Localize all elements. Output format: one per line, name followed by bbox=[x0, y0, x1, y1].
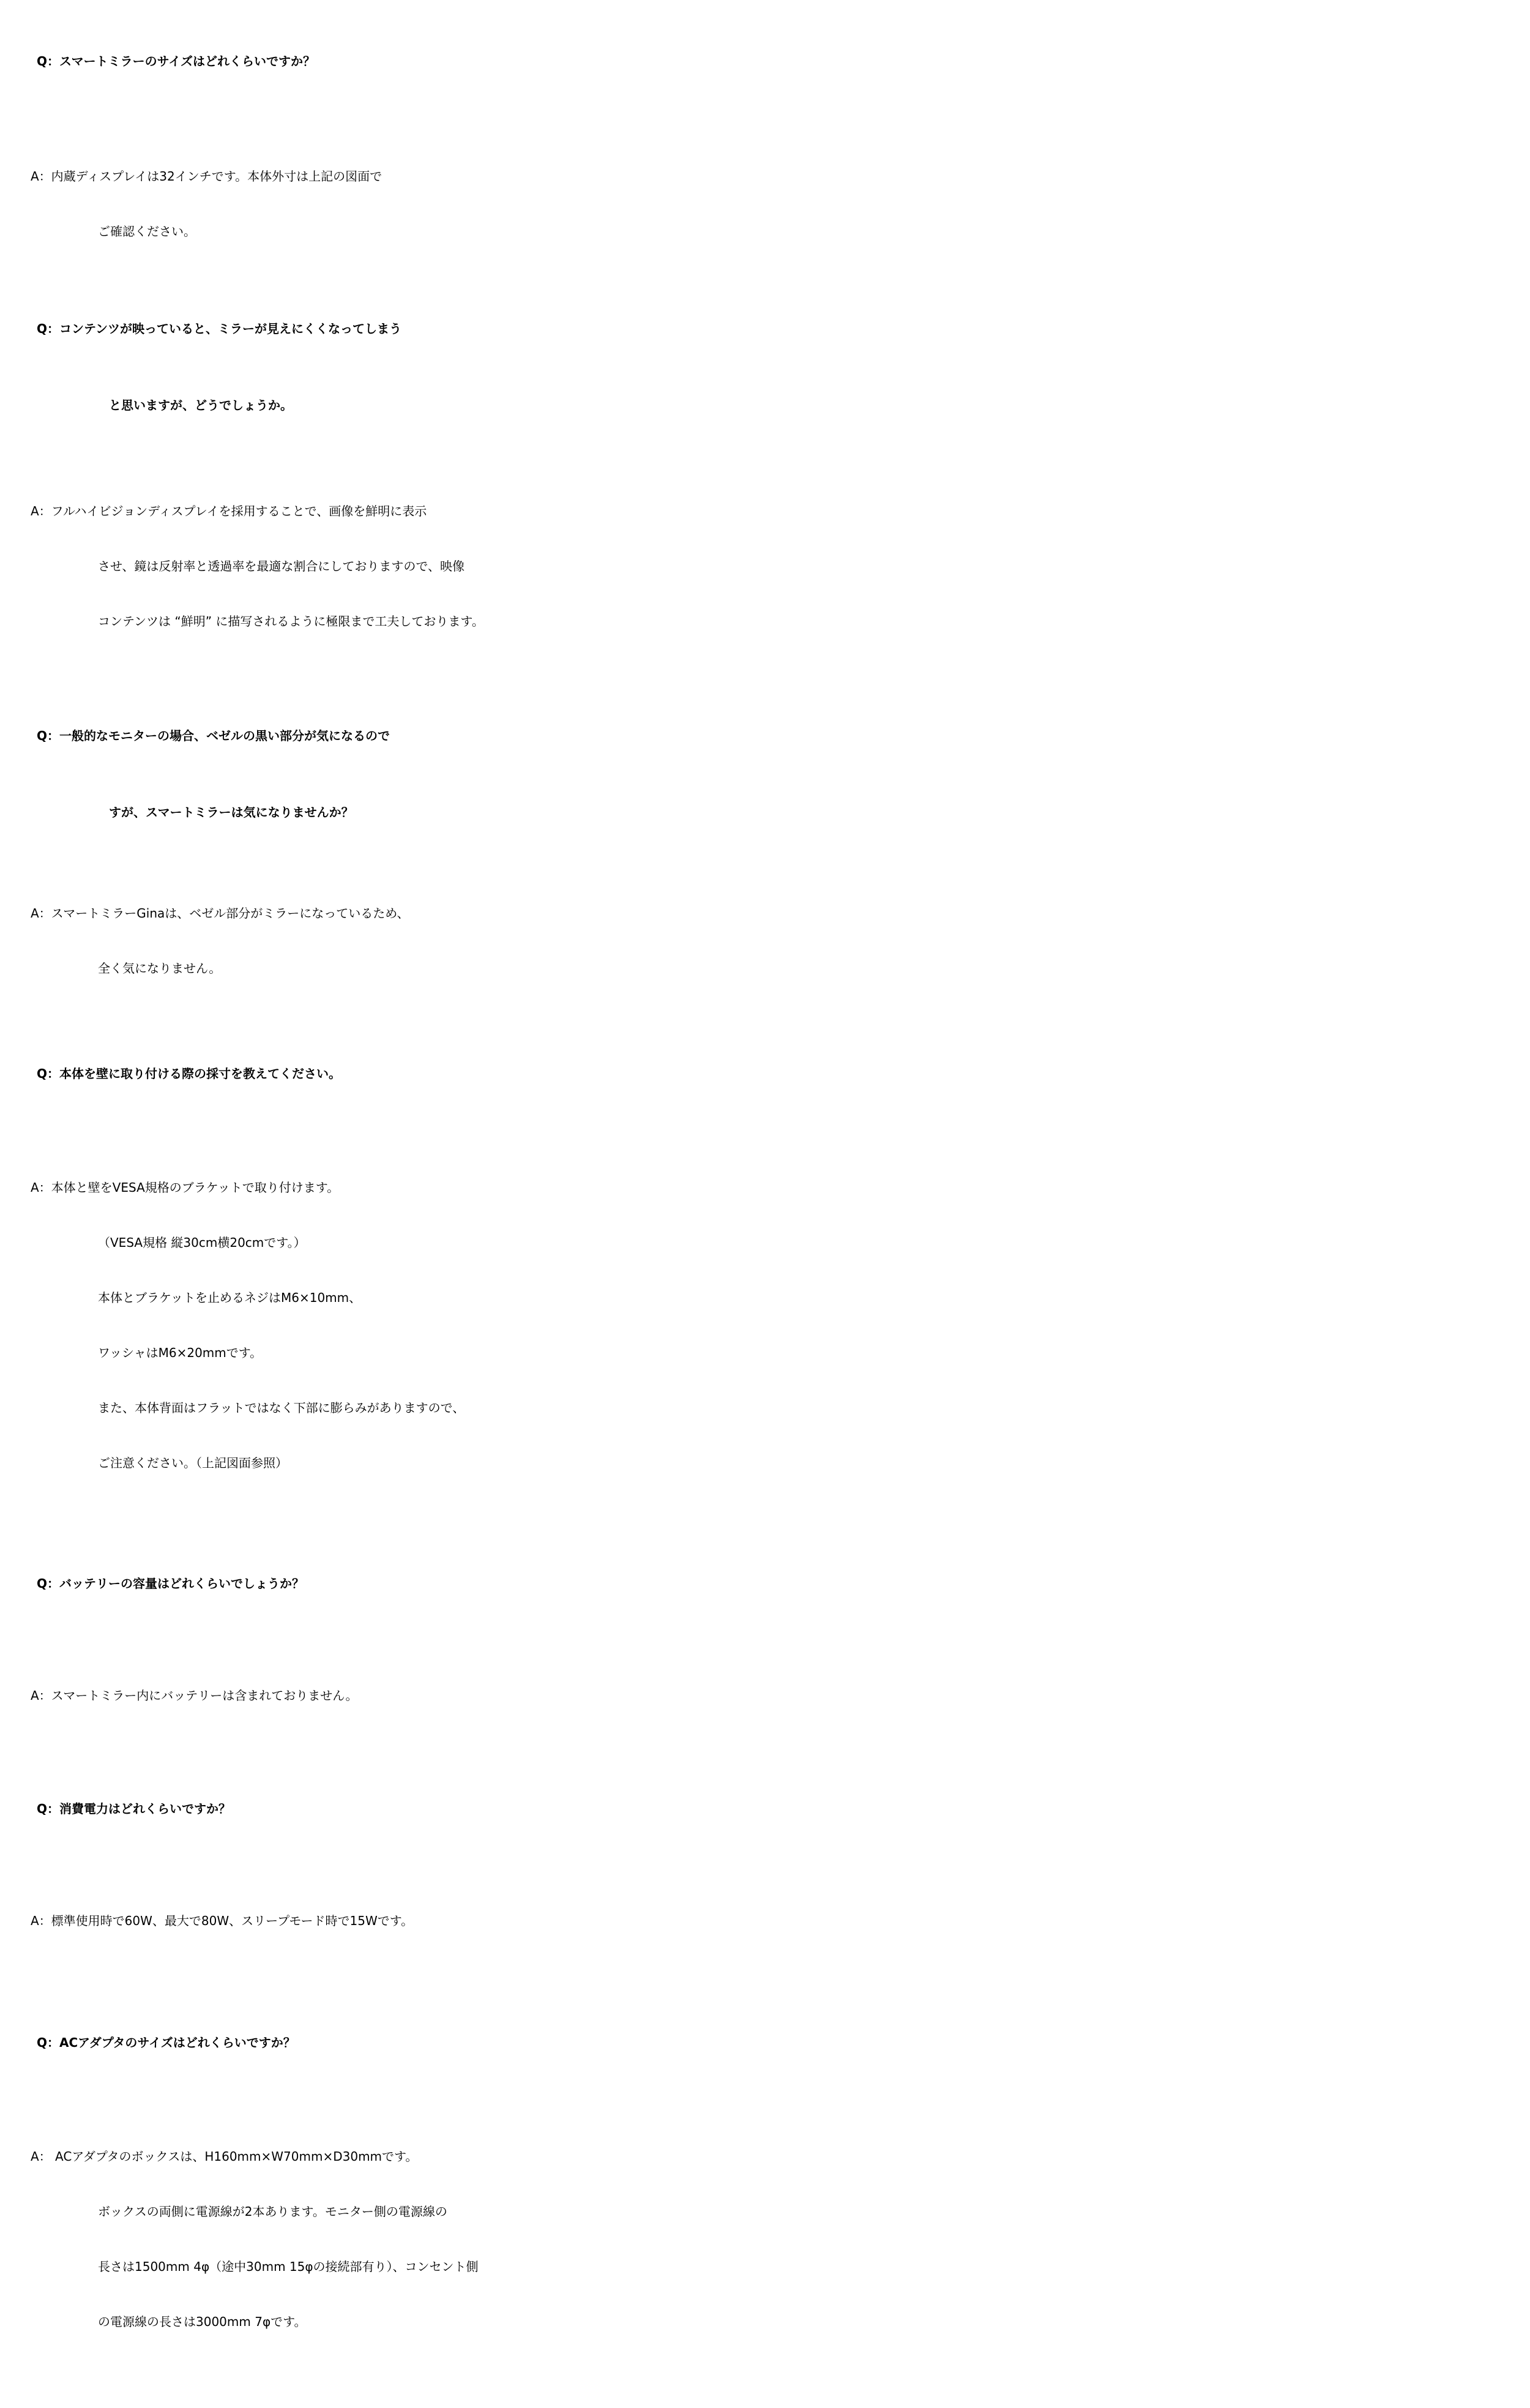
answer-2-line-2: させ、鏡は反射率と透過率を最適な割合にしておりますので、映像 bbox=[98, 559, 465, 574]
answer-4 bbox=[0, 1160, 1530, 1490]
question-4 bbox=[0, 1036, 1530, 1112]
question-1 bbox=[0, 23, 1530, 100]
answer-3 bbox=[0, 886, 1530, 996]
answer-4-line-6: ご注意ください。（上記図面参照） bbox=[98, 1456, 288, 1470]
question-6 bbox=[0, 1771, 1530, 1847]
question-5 bbox=[0, 1546, 1530, 1622]
answer-7-line-4: の電源線の長さは3000mm 7φです。 bbox=[98, 2314, 307, 2329]
answer-4-line-5: また、本体背面はフラットではなく下部に膨らみがありますので、 bbox=[98, 1400, 465, 1415]
question-2 bbox=[0, 291, 1530, 444]
answer-6-line-1: A：標準使用時で60W、最大で80W、スリープモード時で15Wです。 bbox=[31, 1913, 414, 1928]
question-1-line-1: Q：スマートミラーのサイズはどれくらいですか？ bbox=[37, 54, 316, 69]
question-6-line-1: Q：消費電力はどれくらいですか？ bbox=[37, 1801, 231, 1816]
answer-6 bbox=[0, 1893, 1530, 1948]
question-2-line-2: と思いますが、どうでしょうか。 bbox=[109, 398, 293, 413]
answer-7 bbox=[0, 2129, 1530, 2349]
answer-7-line-1: A： ACアダプタのボックスは、H160mm×W70mm×D30mmです。 bbox=[31, 2149, 418, 2164]
question-7-line-1: Q：ACアダプタのサイズはどれくらいですか？ bbox=[37, 2035, 296, 2050]
answer-4-line-4: ワッシャはM6×20mmです。 bbox=[98, 1345, 263, 1360]
answer-5-line-1: A：スマートミラー内にバッテリーは含まれておりません。 bbox=[31, 1688, 358, 1703]
question-3-line-2: すが、スマートミラーは気になりませんか？ bbox=[109, 805, 354, 820]
answer-2-line-1: A：フルハイビジョンディスプレイを採用することで、画像を鮮明に表示 bbox=[31, 504, 427, 518]
answer-5 bbox=[0, 1668, 1530, 1723]
answer-7-line-3: 長さは1500mm 4φ（途中30mm 15φの接続部有り）、コンセント側 bbox=[98, 2259, 479, 2274]
answer-1-line-1: A：内蔵ディスプレイは32インチです。本体外寸は上記の図面で bbox=[31, 169, 382, 184]
answer-4-line-3: 本体とブラケットを止めるネジはM6×10mm、 bbox=[98, 1290, 362, 1305]
answer-4-line-1: A：本体と壁をVESA規格のブラケットで取り付けます。 bbox=[31, 1180, 340, 1195]
question-4-line-1: Q：本体を壁に取り付ける際の採寸を教えてください。 bbox=[37, 1066, 341, 1081]
answer-2 bbox=[0, 484, 1530, 649]
answer-4-line-2: （VESA規格 縦30cm横20cmです。） bbox=[98, 1235, 306, 1250]
answer-7-line-2: ボックスの両側に電源線が2本あります。モニター側の電源線の bbox=[98, 2204, 447, 2219]
question-7 bbox=[0, 2005, 1530, 2081]
question-2-line-1: Q：コンテンツが映っていると、ミラーが見えにくくなってしまう bbox=[37, 321, 402, 336]
answer-3-line-1: A：スマートミラーGinaは、ベゼル部分がミラーになっているため、 bbox=[31, 906, 409, 921]
answer-2-line-3: コンテンツは “鮮明” に描写されるように極限まで工夫しております。 bbox=[98, 614, 484, 629]
question-3-line-1: Q：一般的なモニターの場合、ベゼルの黒い部分が気になるので bbox=[37, 728, 390, 743]
answer-3-line-2: 全く気になりません。 bbox=[98, 961, 222, 976]
question-3 bbox=[0, 698, 1530, 851]
question-5-line-1: Q：バッテリーの容量はどれくらいでしょうか？ bbox=[37, 1576, 305, 1591]
answer-1 bbox=[0, 149, 1530, 259]
answer-1-line-2: ご確認ください。 bbox=[98, 224, 196, 239]
